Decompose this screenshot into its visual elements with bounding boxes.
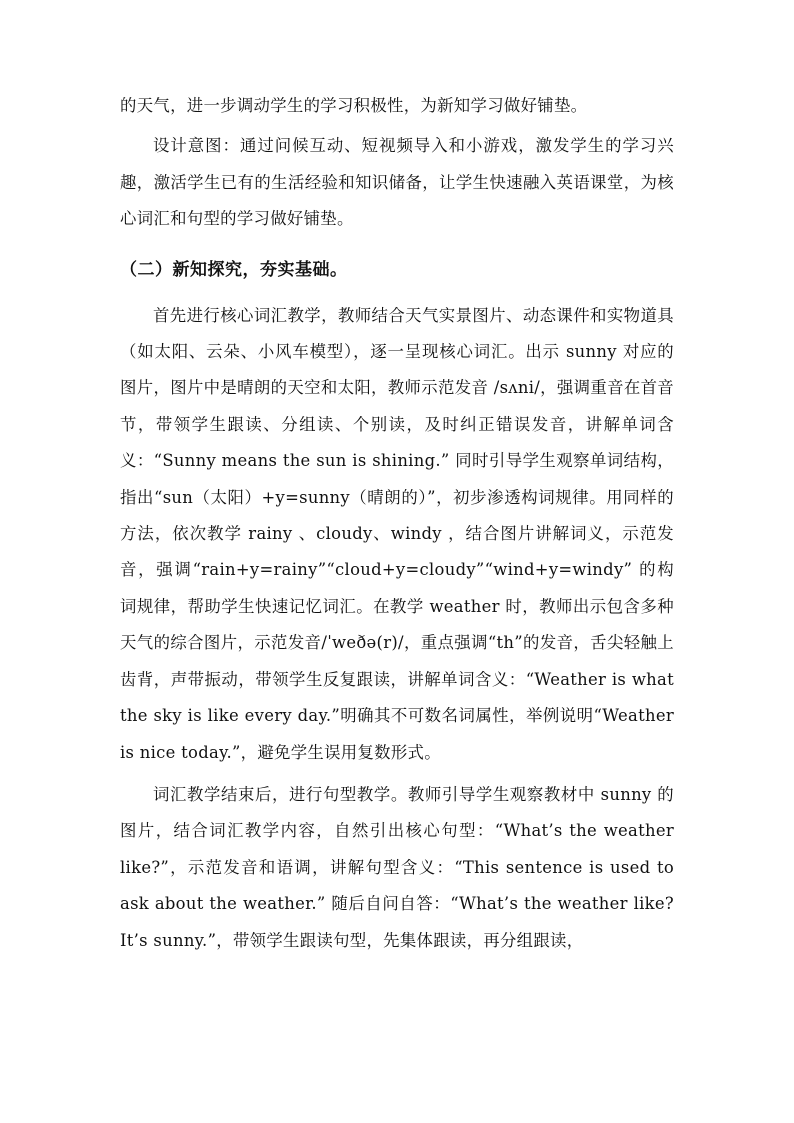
paragraph-sentence-teaching: 词汇教学结束后，进行句型教学。教师引导学生观察教材中 sunny 的图片，结合词汇教学内容，自然引出核心句型：“What’s the weather like?”，示范发音和语调，讲解句型含义：“This sentence is used to ask about the weather.” 随后自问自答：“What’s the weather like? It’s sunny.”，带领学生跟读句型，先集体跟读，再分组跟读，: [120, 784, 674, 950]
paragraph-continuation: 的天气，进一步调动学生的学习积极性，为新知学习做好铺垫。: [120, 96, 588, 115]
paragraph-design-intent: 设计意图：通过问候互动、短视频导入和小游戏，激发学生的学习兴趣，激活学生已有的生活经验和知识储备，让学生快速融入英语课堂，为核心词汇和句型的学习做好铺垫。: [120, 136, 674, 229]
section-heading: （二）新知探究，夯实基础。: [120, 259, 348, 280]
document-page: [120, 88, 674, 959]
paragraph-vocabulary-teaching: 首先进行核心词汇教学，教师结合天气实景图片、动态课件和实物道具（如太阳、云朵、小风车模型），逐一呈现核心词汇。出示 sunny 对应的图片，图片中是晴朗的天空和太阳，教师示范发音 /sʌni/，强调重音在首音节，带领学生跟读、分组读、个别读，及时纠正错误发音，讲解单词含义：“Sunny means the sun is shining.” 同时引导学生观察单词结构，指出“sun（太阳）+y=sunny（晴朗的）”，初步渗透构词规律。用同样的方法，依次教学 rainy 、cloudy、windy ，结合图片讲解词义，示范发音，强调“rain+y=rainy”“cloud+y=cloudy”“wind+y=windy” 的构词规律，帮助学生快速记忆词汇。在教学 weather 时，教师出示包含多种天气的综合图片，示范发音/ˈweðə(r)/，重点强调“th”的发音，舌尖轻触上齿背，声带振动，带领学生反复跟读，讲解单词含义：“Weather is what the sky is like every day.”明确其不可数名词属性，举例说明“Weather is nice today.”，避免学生误用复数形式。: [120, 305, 674, 762]
